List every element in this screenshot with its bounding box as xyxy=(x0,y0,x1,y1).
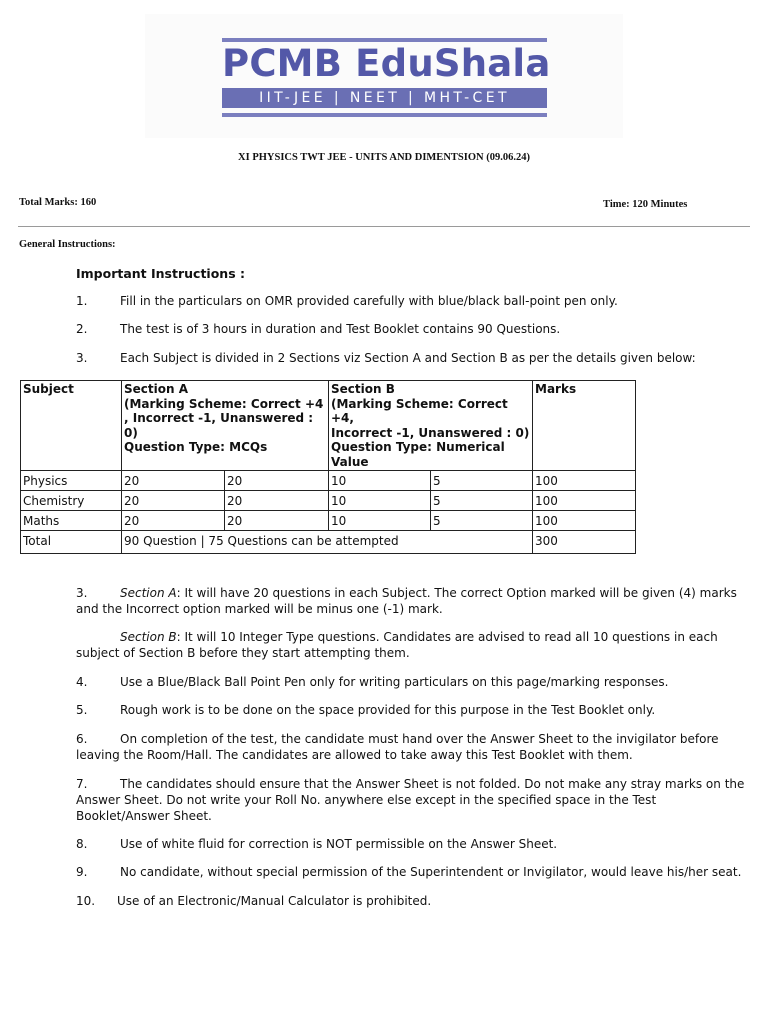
instruction-text: Rough work is to be done on the space provided for this purpose in the Test Booklet only. xyxy=(120,703,656,717)
header-divider xyxy=(18,226,750,227)
section-b-scheme: Incorrect -1, Unanswered : 0) xyxy=(331,425,530,440)
instruction-item xyxy=(76,893,748,909)
instruction-text: On completion of the test, the candidate must hand over the Answer Sheet to the invigilator before leaving the Room/Hall. The candidates are allowed to take away this Test Booklet with them. xyxy=(76,732,719,762)
instruction-text: : It will have 20 questions in each Subject. The correct Option marked will be given (4) marks and the Incorrect option marked will be minus one (-1) mark. xyxy=(76,586,737,616)
section-b-title: Section B xyxy=(331,382,395,396)
cell-marks: 100 xyxy=(533,511,636,531)
paper-title: XI PHYSICS TWT JEE - UNITS AND DIMENTSION (09.06.24) xyxy=(238,152,530,163)
header-section-a xyxy=(122,381,329,471)
section-a-description xyxy=(76,585,748,617)
instruction-number: 8. xyxy=(76,837,88,851)
table-total-row xyxy=(21,531,636,554)
section-b-description xyxy=(76,629,748,661)
header-section-b xyxy=(329,381,533,471)
cell-total-label: Total xyxy=(21,531,122,554)
total-marks: Total Marks: 160 xyxy=(19,197,97,208)
table-row xyxy=(21,491,636,511)
instruction-number: 3. xyxy=(76,351,88,365)
cell-marks: 100 xyxy=(533,471,636,491)
cell-section-b-1: 10 xyxy=(329,511,431,531)
instruction-item xyxy=(76,776,748,824)
instruction-item xyxy=(76,731,748,763)
instruction-number: 6. xyxy=(76,732,88,746)
section-a-scheme: 0) xyxy=(124,425,138,440)
instruction-number: 4. xyxy=(76,675,88,689)
cell-section-a-2: 20 xyxy=(225,491,329,511)
marking-scheme-table xyxy=(20,380,636,554)
instruction-number: 1. xyxy=(76,294,88,308)
instruction-number: 5. xyxy=(76,703,88,717)
section-b-label: Section B xyxy=(120,630,177,644)
instruction-text: No candidate, without special permission of the Superintendent or Invigilator, would leave his/her seat. xyxy=(120,865,742,879)
instruction-item xyxy=(76,350,748,366)
cell-section-a-1: 20 xyxy=(122,511,225,531)
table-row xyxy=(21,511,636,531)
instruction-item xyxy=(76,702,748,718)
cell-total-marks: 300 xyxy=(533,531,636,554)
instruction-item xyxy=(76,293,748,309)
cell-section-b-2: 5 xyxy=(431,471,533,491)
cell-subject: Maths xyxy=(21,511,122,531)
cell-total-summary: 90 Question | 75 Questions can be attempted xyxy=(122,531,533,554)
cell-section-b-2: 5 xyxy=(431,491,533,511)
instruction-item xyxy=(76,321,748,337)
cell-section-b-1: 10 xyxy=(329,491,431,511)
general-instructions-label: General Instructions: xyxy=(19,239,116,250)
instruction-text: Use a Blue/Black Ball Point Pen only for writing particulars on this page/marking responses. xyxy=(120,675,669,689)
cell-section-b-2: 5 xyxy=(431,511,533,531)
section-a-scheme: (Marking Scheme: Correct +4 xyxy=(124,396,324,411)
table-header-row xyxy=(21,381,636,471)
logo-title: PCMB EduShala xyxy=(222,42,551,85)
instruction-item xyxy=(76,674,748,690)
instruction-text: The test is of 3 hours in duration and Test Booklet contains 90 Questions. xyxy=(120,322,561,336)
header-subject: Subject xyxy=(21,381,122,471)
section-a-label: Section A xyxy=(120,586,177,600)
logo-bottom-rule xyxy=(222,113,547,117)
cell-section-a-1: 20 xyxy=(122,491,225,511)
cell-section-a-2: 20 xyxy=(225,511,329,531)
cell-marks: 100 xyxy=(533,491,636,511)
logo-tagline: IIT-JEE | NEET | MHT-CET xyxy=(222,88,547,108)
important-instructions-heading: Important Instructions : xyxy=(76,266,245,281)
instruction-item xyxy=(76,864,748,880)
time-limit: Time: 120 Minutes xyxy=(603,199,688,210)
instruction-text: : It will 10 Integer Type questions. Candidates are advised to read all 10 questions in each subject of Section B before they start attempting them. xyxy=(76,630,718,660)
cell-subject: Chemistry xyxy=(21,491,122,511)
instruction-number: 3. xyxy=(76,586,88,600)
section-a-scheme: , Incorrect -1, Unanswered : xyxy=(124,411,314,425)
instruction-number: 7. xyxy=(76,777,88,791)
instruction-text: The candidates should ensure that the Answer Sheet is not folded. Do not make any stray marks on the Answer Sheet. Do not write your Roll No. anywhere else except in the specified space in the Test Booklet/Answer Sheet. xyxy=(76,777,745,823)
cell-section-b-1: 10 xyxy=(329,471,431,491)
table-row xyxy=(21,471,636,491)
cell-subject: Physics xyxy=(21,471,122,491)
instruction-number: 2. xyxy=(76,322,88,336)
section-b-type: Value xyxy=(331,454,369,469)
header-marks: Marks xyxy=(533,381,636,471)
instruction-item xyxy=(76,836,748,852)
instruction-number: 9. xyxy=(76,865,88,879)
section-a-type: Question Type: MCQs xyxy=(124,440,268,454)
instruction-text: Use of an Electronic/Manual Calculator is prohibited. xyxy=(117,894,432,908)
instruction-text: Fill in the particulars on OMR provided carefully with blue/black ball-point pen only. xyxy=(120,294,618,308)
instruction-text: Each Subject is divided in 2 Sections viz Section A and Section B as per the details given below: xyxy=(120,351,696,365)
section-b-scheme: (Marking Scheme: Correct +4, xyxy=(331,396,508,425)
cell-section-a-1: 20 xyxy=(122,471,225,491)
instruction-number: 10. xyxy=(76,894,96,908)
section-a-title: Section A xyxy=(124,382,188,396)
instruction-text: Use of white fluid for correction is NOT permissible on the Answer Sheet. xyxy=(120,837,558,851)
cell-section-a-2: 20 xyxy=(225,471,329,491)
section-b-type: Question Type: Numerical xyxy=(331,440,505,454)
